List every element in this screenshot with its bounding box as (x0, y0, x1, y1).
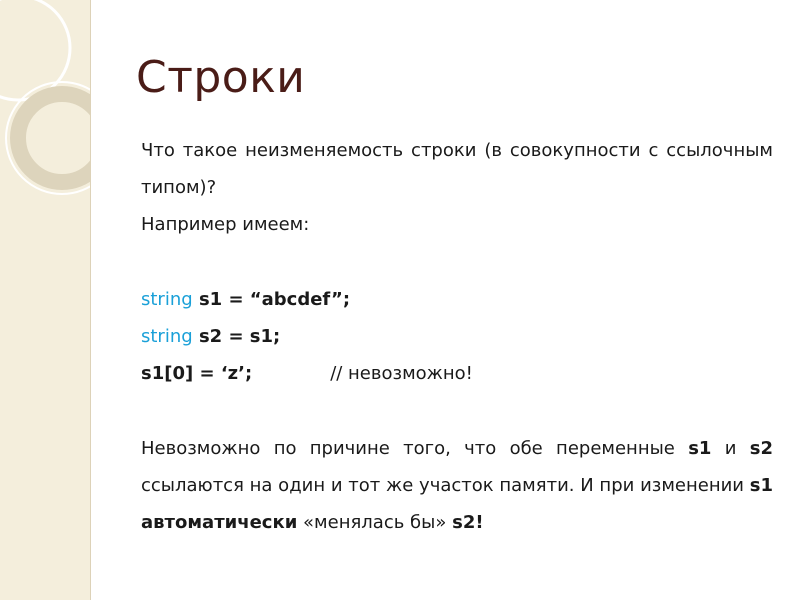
explanation-part: ссылаются на один и тот же участок памяти. И при изменении (141, 475, 750, 496)
explanation-part: Невозможно по причине того, что обе переменные (141, 438, 689, 459)
sidebar-divider (90, 0, 91, 600)
question-text: Что такое неизменяемость строки (в совокупности с ссылочным типом)? (141, 140, 773, 198)
slide-content (141, 132, 773, 541)
explanation-bold: s2! (452, 512, 484, 533)
code-comment: // невозможно! (330, 363, 473, 384)
example-intro: Например имеем: (141, 214, 310, 235)
keyword-string: string (141, 326, 193, 347)
slide-sidebar (0, 0, 90, 600)
code-line-3-text: s1[0] = ‘z’; (141, 363, 253, 384)
code-line-2 (141, 318, 773, 355)
spacer (141, 392, 773, 430)
spacer (141, 243, 773, 281)
explanation-bold: s1 автоматически (141, 475, 773, 533)
decorative-circles (0, 0, 90, 600)
code-line-2-rest: s2 = s1; (192, 326, 281, 347)
code-line-1-rest: s1 = “abcdef”; (192, 289, 351, 310)
code-line-1 (141, 281, 773, 318)
explanation-text (141, 430, 773, 541)
keyword-string: string (141, 289, 193, 310)
slide-title: Строки (136, 52, 306, 103)
explanation-part: «менялась бы» (297, 512, 453, 533)
variable-s2: s2 (749, 438, 773, 459)
explanation-part: и (711, 438, 750, 459)
variable-s1: s1 (688, 438, 712, 459)
code-line-3 (141, 355, 773, 392)
